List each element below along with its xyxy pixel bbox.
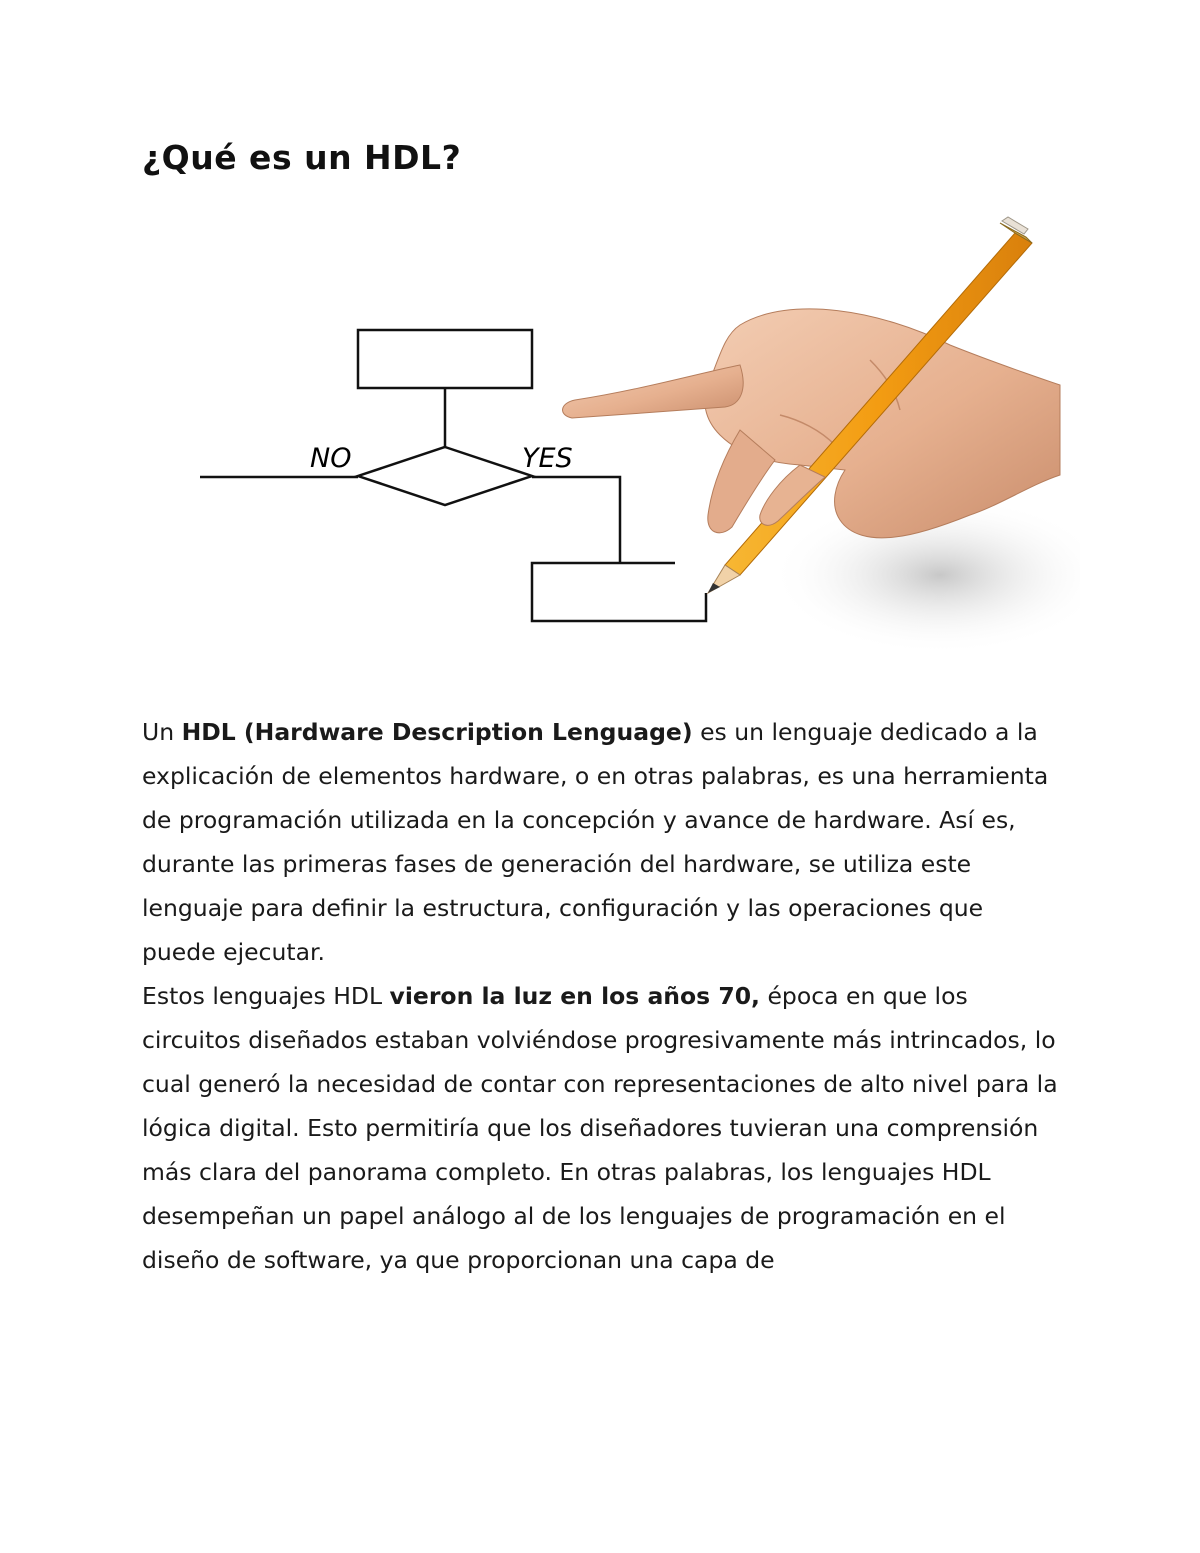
hand-grip-finger — [760, 465, 825, 525]
yes-branch-line — [532, 477, 620, 563]
paragraph-2-bold: vieron la luz en los años 70, — [389, 982, 760, 1010]
paragraph-definition — [142, 710, 1062, 974]
paragraph-1-suffix: es un lenguaje dedicado a la explicación de elementos hardware, o en otras palabras, es una herramienta de programación utilizada en la concepción y avance de hardware. Así es, durante las primeras fases de generación del hardware, se utiliza este lenguaje para definir la estructura, configuración y las operaciones que puede ejecutar. — [142, 718, 1049, 966]
paragraph-history — [142, 974, 1062, 1282]
decision-diamond — [358, 447, 532, 505]
process-box-top — [358, 330, 532, 388]
paragraph-1-prefix: Un — [142, 718, 182, 746]
paragraph-1-bold: HDL (Hardware Description Lenguage) — [181, 718, 693, 746]
yes-label: YES — [522, 443, 573, 474]
paragraph-2-suffix: época en que los circuitos diseñados estaban volviéndose progresivamente más intrincados, lo cual generó la necesidad de contar con representaciones de alto nivel para la lógica digital. Esto permitiría que los diseñadores tuvieran una comprensión más clara del panorama completo. En otras palabras, los lenguajes HDL desempeñan un papel análogo al de los lenguajes de programación en el diseño de software, ya que proporcionan una capa de — [142, 982, 1058, 1274]
page-title: ¿Qué es un HDL? — [142, 138, 462, 177]
flowchart-illustration — [180, 215, 1080, 685]
paragraph-2-prefix: Estos lenguajes HDL — [142, 982, 390, 1010]
process-box-bottom — [532, 563, 706, 621]
flowchart-figure — [180, 215, 1080, 685]
no-label: NO — [310, 443, 352, 474]
article-body — [142, 710, 1062, 1282]
